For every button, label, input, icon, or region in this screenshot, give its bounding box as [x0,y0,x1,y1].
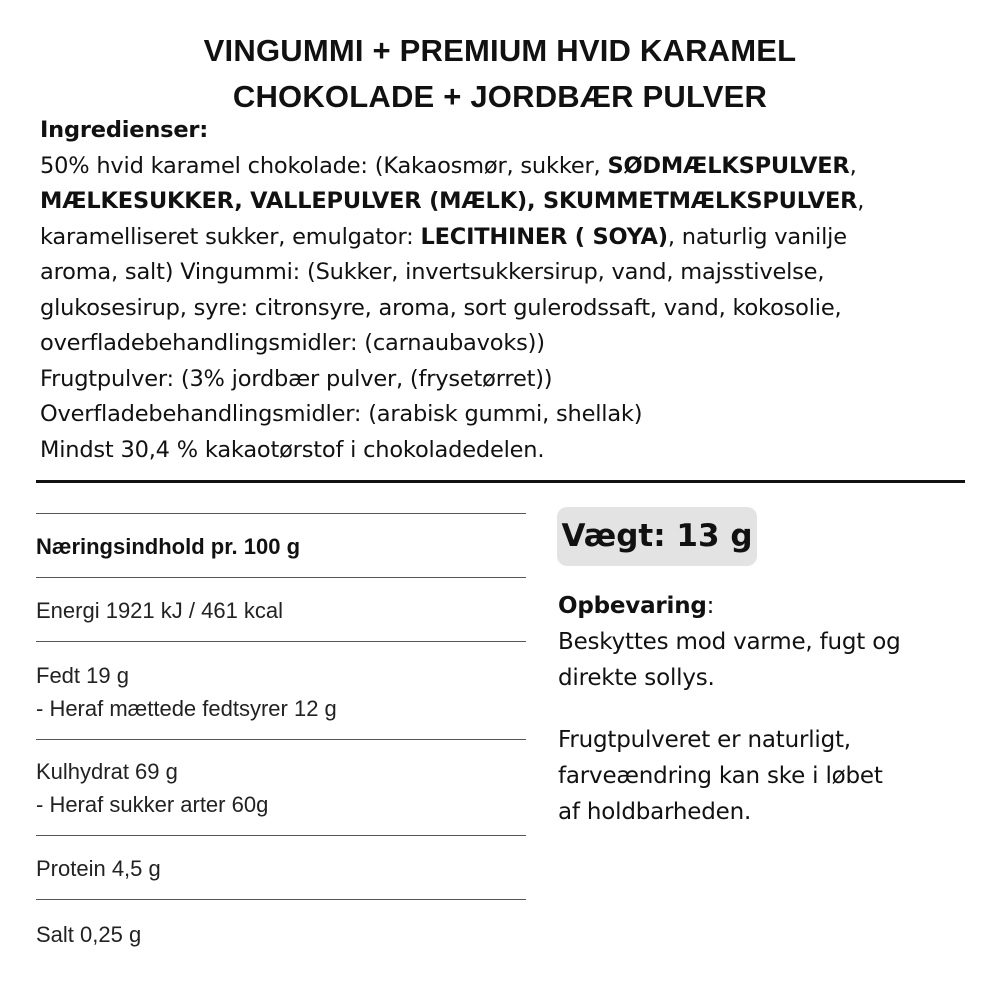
storage-heading: Opbevaring [558,593,707,619]
ingredients-line-6: overfladebehandlingsmidler: (carnaubavoks)) [40,330,545,356]
ingredients-heading: Ingredienser: [40,117,209,143]
ingredients-text: 50% hvid karamel chokolade: (Kakaosmør, sukker, [40,152,608,179]
title-line-1: VINGUMMI + PREMIUM HVID KARAMEL [203,33,797,68]
nutrition-saturated-fat: - Heraf mættede fedtsyrer 12 g [36,696,337,721]
ingredients-text: , [849,152,857,179]
allergen-text: MÆLKESUKKER, VALLEPULVER (MÆLK), SKUMMETMÆLKSPULVER [40,188,858,214]
allergen-text: SØDMÆLKSPULVER [607,152,850,179]
weight-badge: Vægt: 13 g [557,507,757,566]
table-rule [36,577,526,578]
storage-note-3: af holdbarheden. [558,799,752,825]
ingredients-line-5: glukosesirup, syre: citronsyre, aroma, sort gulerodssaft, vand, kokosolie, [40,294,842,321]
title-line-2: CHOKOLADE + JORDBÆR PULVER [232,79,768,114]
ingredients-line-7: Frugtpulver: (3% jordbær pulver, (frysetørret)) [40,365,553,392]
storage-section [558,588,978,830]
ingredients-line-9: Mindst 30,4 % kakaotørstof i chokoladedelen. [40,436,545,463]
section-divider [36,480,965,483]
nutrition-heading: Næringsindhold pr. 100 g [36,534,301,559]
nutrition-energy: Energi 1921 kJ / 461 kcal [36,598,284,623]
ingredients-line-4: aroma, salt) Vingummi: (Sukker, invertsukkersirup, vand, majsstivelse, [40,259,825,285]
nutrition-carbohydrate: Kulhydrat 69 g [36,759,178,784]
storage-note-1: Frugtpulveret er naturligt, [558,727,851,753]
storage-note-2: farveændring kan ske i løbet [558,763,883,789]
nutrition-sugars: - Heraf sukker arter 60g [36,792,269,817]
product-title [0,28,1000,120]
ingredients-line-3 [40,220,970,256]
table-rule [36,641,526,642]
ingredients-text: , [857,188,865,214]
ingredients-line-2 [40,184,970,220]
storage-heading-line [558,588,978,624]
allergen-text: LECITHINER ( SOYA) [420,223,668,250]
storage-line-1: Beskyttes mod varme, fugt og [558,629,901,655]
nutrition-protein: Protein 4,5 g [36,856,161,881]
nutrition-salt: Salt 0,25 g [36,922,142,947]
ingredients-line-8: Overfladebehandlingsmidler: (arabisk gummi, shellak) [40,401,643,427]
storage-spacer [558,696,978,722]
ingredients-text: , naturlig vanilje [667,223,847,250]
ingredients-text: karamelliseret sukker, emulgator: [40,223,421,250]
table-rule [36,513,526,514]
table-rule [36,835,526,836]
storage-heading-colon: : [706,593,715,619]
ingredients-section [40,113,970,468]
ingredients-line-1 [40,149,970,185]
table-rule [36,899,526,900]
storage-line-2: direkte sollys. [558,665,715,691]
table-rule [36,739,526,740]
nutrition-fat: Fedt 19 g [36,663,129,688]
